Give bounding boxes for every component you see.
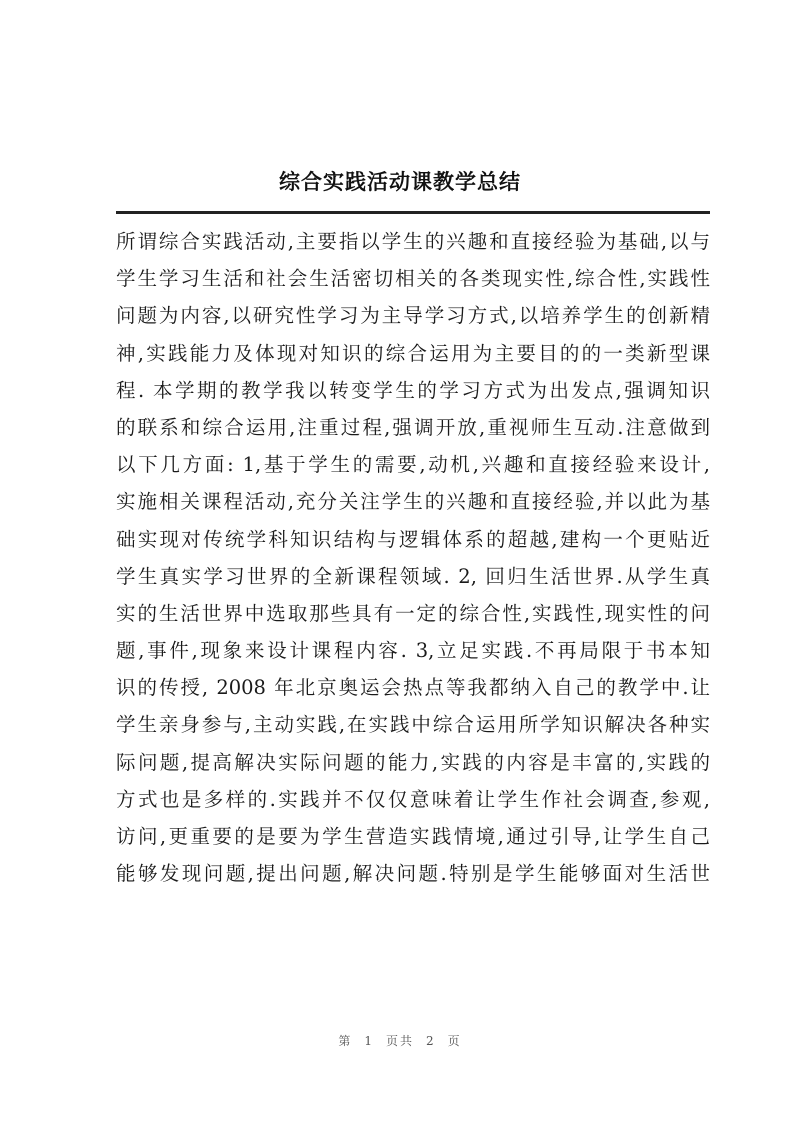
body-line: 题,事件,现象来设计课程内容. 3,立足实践.不再局限于书本知: [116, 639, 710, 663]
body-paragraph: [116, 223, 710, 892]
body-line: 学生亲身参与,主动实践,在实践中综合运用所学知识解决各种实: [116, 713, 710, 737]
body-line: 实的生活世界中选取那些具有一定的综合性,实践性,现实性的问: [116, 601, 710, 625]
body-line: 能够发现问题,提出问题,解决问题.特别是学生能够面对生活世: [116, 862, 710, 886]
body-line: 础实现对传统学科知识结构与逻辑体系的超越,建构一个更贴近: [116, 527, 710, 551]
total-pages-number: 2: [426, 1034, 436, 1048]
body-line: 以下几方面: 1,基于学生的需要,动机,兴趣和直接经验来设计,: [116, 453, 710, 477]
title-underline: [116, 211, 710, 214]
body-line: 识的传授, 2008 年北京奥运会热点等我都纳入自己的教学中.让: [116, 676, 710, 700]
document-title: 综合实践活动课教学总结: [279, 170, 521, 194]
page-label-middle: 页共: [385, 1034, 414, 1048]
page-label-prefix: 第: [338, 1034, 353, 1048]
page-label-suffix: 页: [447, 1034, 462, 1048]
body-line: 际问题,提高解决实际问题的能力,实践的内容是丰富的,实践的: [116, 750, 710, 774]
body-line: 程. 本学期的教学我以转变学生的学习方式为出发点,强调知识: [116, 378, 710, 402]
body-line: 神,实践能力及体现对知识的综合运用为主要目的的一类新型课: [116, 341, 710, 365]
body-line: 方式也是多样的.实践并不仅仅意味着让学生作社会调查,参观,: [116, 787, 710, 811]
body-line: 访问,更重要的是要为学生营造实践情境,通过引导,让学生自己: [116, 825, 710, 848]
body-line: 所谓综合实践活动,主要指以学生的兴趣和直接经验为基础,以与: [116, 230, 710, 253]
page-footer: [0, 1032, 800, 1049]
body-line: 的联系和综合运用,注重过程,强调开放,重视师生互动.注意做到: [116, 415, 710, 439]
body-line: 实施相关课程活动,充分关注学生的兴趣和直接经验,并以此为基: [116, 490, 710, 514]
current-page-number: 1: [364, 1034, 374, 1048]
body-line: 学生学习生活和社会生活密切相关的各类现实性,综合性,实践性: [116, 267, 710, 291]
body-line: 学生真实学习世界的全新课程领域. 2, 回归生活世界.从学生真: [116, 564, 710, 588]
body-line: 问题为内容,以研究性学习为主导学习方式,以培养学生的创新精: [116, 304, 710, 328]
